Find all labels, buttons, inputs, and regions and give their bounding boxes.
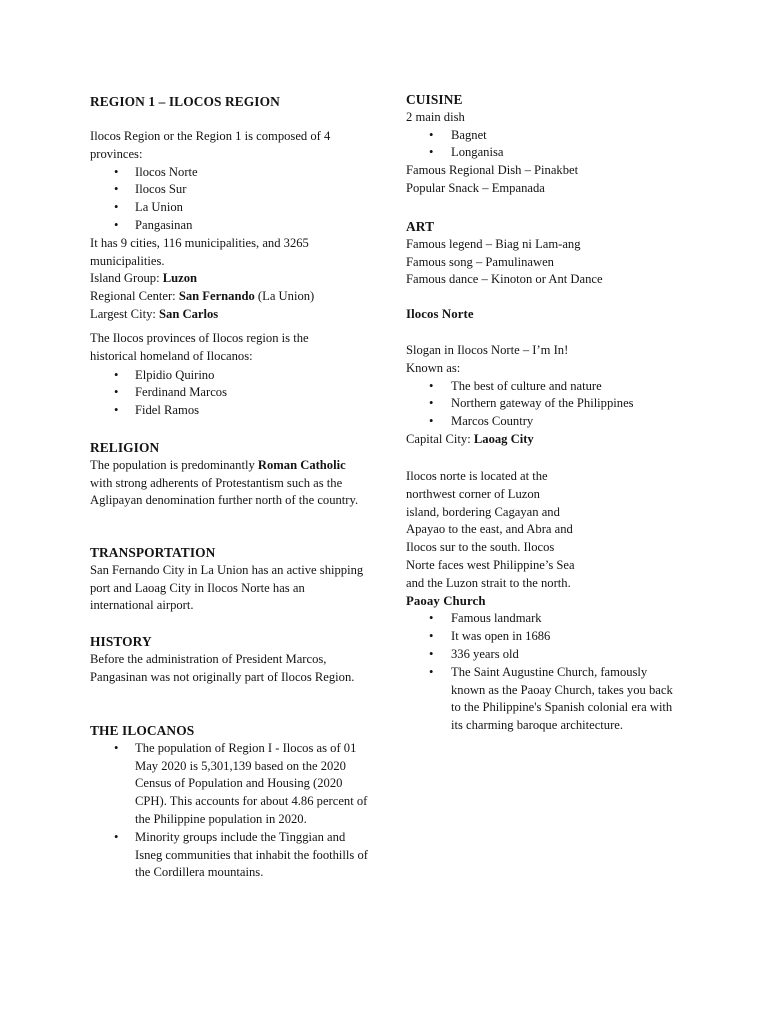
location-line: Ilocos sur to the south. Ilocos xyxy=(406,540,555,555)
location-line: Norte faces west Philippine’s Sea xyxy=(406,557,575,572)
list-item: • 336 years old xyxy=(406,646,678,664)
island-group-line xyxy=(90,270,370,288)
location-line: and the Luzon strait to the north. xyxy=(406,575,571,590)
list-item: • Fidel Ramos xyxy=(90,402,350,420)
cities-text: It has 9 cities, 116 municipalities, and 3265 municipalities. xyxy=(90,235,309,268)
list-item: • Minority groups include the Tinggian and Isneg communities that inhabit the foothills of the Cordillera mountains. xyxy=(90,829,368,882)
island-group-value: Luzon xyxy=(162,271,198,286)
regional-center-value: San Fernando xyxy=(178,289,255,304)
cuisine-heading: CUISINE xyxy=(406,92,463,107)
largest-city-label: Largest City: xyxy=(90,306,160,321)
list-item: • Ilocos Sur xyxy=(90,181,370,199)
list-item: • La Union xyxy=(90,199,370,217)
transportation-heading: TRANSPORTATION xyxy=(90,545,216,560)
ilocanos-section xyxy=(90,722,370,882)
regional-dish-text: Famous Regional Dish – Pinakbet xyxy=(406,163,579,178)
history-text: Before the administration of President Marcos, Pangasinan was not originally part of Ilocos Region. xyxy=(90,651,355,684)
ilocos-norte-section xyxy=(406,342,696,449)
regional-center-note: (La Union) xyxy=(254,289,315,304)
religion-heading: RELIGION xyxy=(90,440,160,455)
religion-text-post: with strong adherents of Protestantism such as the Aglipayan denomination further north of the country. xyxy=(90,475,359,508)
regional-center-line xyxy=(90,288,370,306)
list-item: • Pangasinan xyxy=(90,217,370,235)
location-line: Ilocos norte is located at the xyxy=(406,469,548,483)
paoay-church-list xyxy=(406,610,678,735)
religion-text xyxy=(90,457,370,510)
list-item: • It was open in 1686 xyxy=(406,628,678,646)
list-item: • The population of Region I - Ilocos as of 01 May 2020 is 5,301,139 based on the 2020 Census of Population and Housing (2020 CPH). This accounts for about 4.86 percent of the Philippine population in 2020. xyxy=(90,740,368,829)
ilocos-norte-heading: Ilocos Norte xyxy=(406,307,474,321)
capital-city-label: Capital City: xyxy=(406,431,474,446)
ilocanos-heading: THE ILOCANOS xyxy=(90,723,195,738)
list-item: • Elpidio Quirino xyxy=(90,367,350,385)
religion-section xyxy=(90,439,370,510)
list-item: • The Saint Augustine Church, famously known as the Paoay Church, takes you back to the Philippine's Spanish colonial era with its charming baroque architecture. xyxy=(406,664,678,735)
list-item: • The best of culture and nature xyxy=(406,378,696,396)
island-group-label: Island Group: xyxy=(90,271,163,286)
paoay-church-heading: Paoay Church xyxy=(406,593,486,608)
capital-city-line xyxy=(406,431,696,449)
art-heading: ART xyxy=(406,219,435,234)
location-line: island, bordering Cagayan and xyxy=(406,504,560,519)
overview-section xyxy=(90,128,370,324)
intro-text: Ilocos Region or the Region 1 is composed of 4 provinces: xyxy=(90,129,331,161)
homeland-section xyxy=(90,330,350,420)
largest-city-value: San Carlos xyxy=(159,306,219,321)
history-heading: HISTORY xyxy=(90,634,152,649)
religion-text-bold: Roman Catholic xyxy=(257,457,346,472)
list-item: • Northern gateway of the Philippines xyxy=(406,395,696,413)
main-dish-label: 2 main dish xyxy=(406,109,465,124)
homeland-text: The Ilocos provinces of Ilocos region is the historical homeland of Ilocanos: xyxy=(90,331,309,363)
location-line: Apayao to the east, and Abra and xyxy=(406,522,573,537)
cuisine-section xyxy=(406,91,696,198)
regional-center-label: Regional Center: xyxy=(90,289,179,304)
list-item: • Marcos Country xyxy=(406,413,696,431)
slogan-text: Slogan in Ilocos Norte – I’m In! xyxy=(406,343,569,357)
dance-text: Famous dance – Kinoton or Ant Dance xyxy=(406,272,603,287)
list-item: • Ferdinand Marcos xyxy=(90,384,350,402)
known-as-list xyxy=(406,378,696,431)
popular-snack-text: Popular Snack – Empanada xyxy=(406,180,545,195)
transportation-section xyxy=(90,544,370,615)
largest-city-line xyxy=(90,306,370,324)
history-section xyxy=(90,633,360,686)
ilocanos-list xyxy=(90,740,368,882)
legend-text: Famous legend – Biag ni Lam-ang xyxy=(406,236,581,251)
list-item: • Bagnet xyxy=(406,127,696,145)
religion-text-pre: The population is predominantly xyxy=(90,457,258,472)
art-section xyxy=(406,218,696,289)
list-item: • Famous landmark xyxy=(406,610,678,628)
location-line: northwest corner of Luzon xyxy=(406,486,540,501)
location-section xyxy=(406,468,696,735)
song-text: Famous song – Pamulinawen xyxy=(406,254,554,269)
page-title: REGION 1 – ILOCOS REGION xyxy=(90,94,280,109)
notables-list xyxy=(90,367,350,420)
list-item: • Ilocos Norte xyxy=(90,164,370,182)
known-as-label: Known as: xyxy=(406,360,461,375)
main-dishes-list xyxy=(406,127,696,163)
list-item: • Longanisa xyxy=(406,144,696,162)
capital-city-value: Laoag City xyxy=(473,431,534,446)
transportation-text: San Fernando City in La Union has an active shipping port and Laoag City in Ilocos Norte has an international airport. xyxy=(90,562,364,613)
provinces-list xyxy=(90,164,370,235)
